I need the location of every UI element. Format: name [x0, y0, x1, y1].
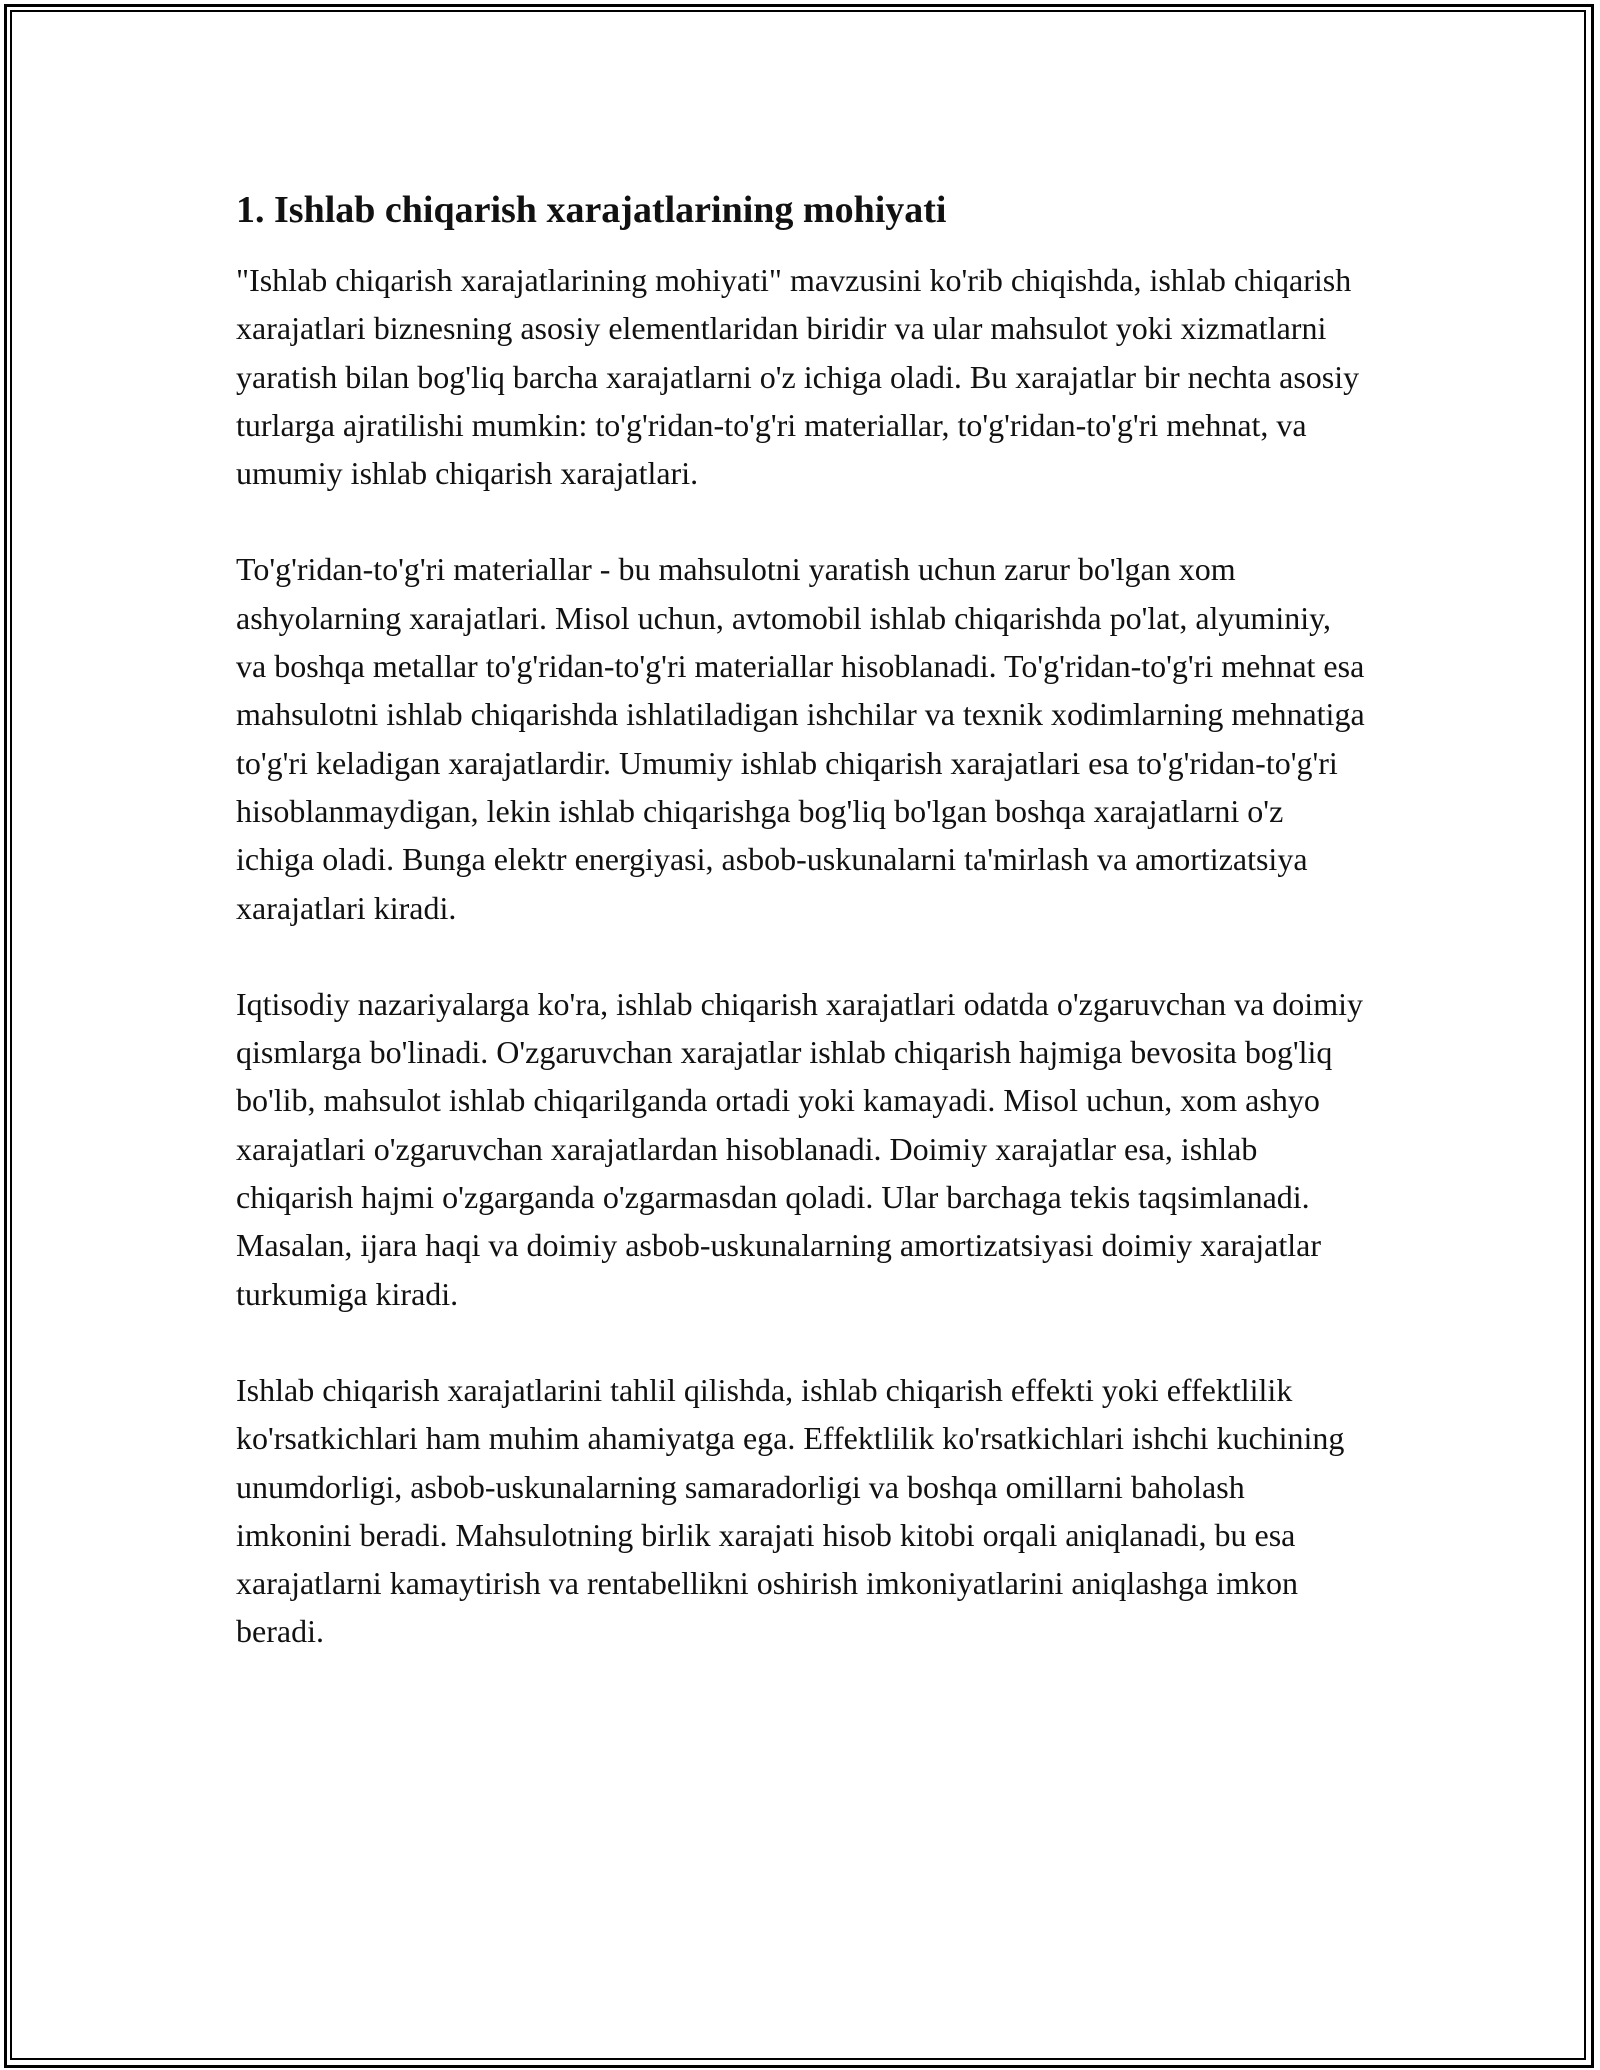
section-heading: 1. Ishlab chiqarish xarajatlarining mohiyati	[236, 189, 947, 231]
paragraph-variable-fixed-costs: Iqtisodiy nazariyalarga ko'ra, ishlab chiqarish xarajatlari odatda o'zgaruvchan va doimiy qismlarga bo'linadi. O'zgaruvchan xarajatlar ishlab chiqarish hajmiga bevosita bog'liq bo'lib, mahsulot ishlab chiqarilganda ortadi yoki kamayadi. Misol uchun, xom ashyo xarajatlari o'zgaruvchan xarajatlardan hisoblanadi. Doimiy xarajatlar esa, ishlab chiqarish hajmi o'zgarganda o'zgarmasdan qoladi. Ular barchaga tekis taqsimlanadi. Masalan, ijara haqi va doimiy asbob-uskunalarning amortizatsiyasi doimiy xarajatlar turkumiga kiradi.	[236, 985, 1363, 1312]
paragraph-direct-costs: To'g'ridan-to'g'ri materiallar - bu mahsulotni yaratish uchun zarur bo'lgan xom ashyolarning xarajatlari. Misol uchun, avtomobil ishlab chiqarishda po'lat, alyuminiy, va boshqa metallar to'g'ridan-to'g'ri materiallar hisoblanadi. To'g'ridan-to'g'ri mehnat esa mahsulotni ishlab chiqarishda ishlatiladigan ishchilar va texnik xodimlarning mehnatiga to'g'ri keladigan xarajatlardir. Umumiy ishlab chiqarish xarajatlari esa to'g'ridan-to'g'ri hisoblanmaydigan, lekin ishlab chiqarishga bog'liq bo'lgan boshqa xarajatlarni o'z ichiga oladi. Bunga elektr energiyasi, asbob-uskunalarni ta'mirlash va amortizatsiya xarajatlari kiradi.	[236, 551, 1365, 926]
paragraph-efficiency: Ishlab chiqarish xarajatlarini tahlil qilishda, ishlab chiqarish effekti yoki effektlilik ko'rsatkichlari ham muhim ahamiyatga ega. Effektlilik ko'rsatkichlari ishchi kuchining unumdorligi, asbob-uskunalarning samaradorligi va boshqa omillarni baholash imkonini beradi. Mahsulotning birlik xarajati hisob kitobi orqali aniqlanadi, bu esa xarajatlarni kamaytirish va rentabellikni oshirish imkoniyatlarini aniqlashga imkon beradi.	[236, 1371, 1345, 1650]
document-body	[236, 186, 1366, 1704]
paragraph-intro: "Ishlab chiqarish xarajatlarining mohiyati" mavzusini ko'rib chiqishda, ishlab chiqarish xarajatlari biznesning asosiy elementlaridan biridir va ular mahsulot yoki xizmatlarni yaratish bilan bog'liq barcha xarajatlarni o'z ichiga oladi. Bu xarajatlar bir nechta asosiy turlarga ajratilishi mumkin: to'g'ridan-to'g'ri materiallar, to'g'ridan-to'g'ri mehnat, va umumiy ishlab chiqarish xarajatlari.	[236, 262, 1360, 492]
